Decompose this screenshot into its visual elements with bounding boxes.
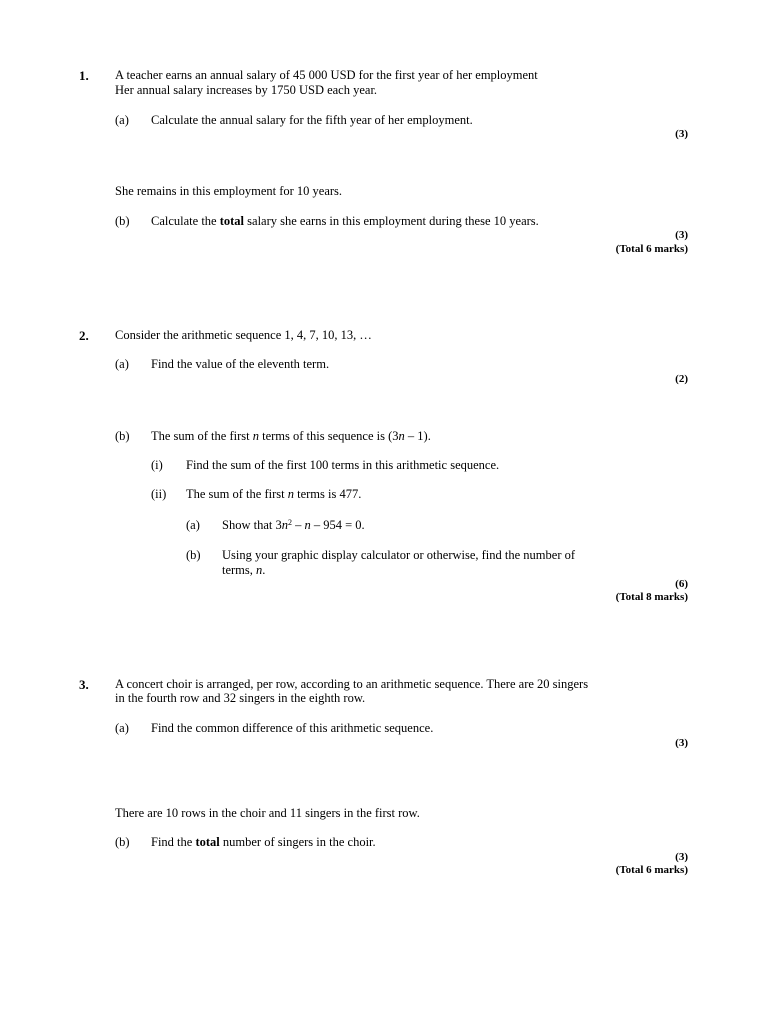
question-number: 1. bbox=[79, 68, 89, 83]
question-stem-line: A concert choir is arranged, per row, according to an arithmetic sequence. There are 20 singers bbox=[115, 677, 589, 691]
subpart-text: Find the sum of the first 100 terms in this arithmetic sequence. bbox=[186, 458, 500, 472]
part-text: Calculate the annual salary for the fifth year of her employment. bbox=[151, 113, 473, 127]
marks: (3) bbox=[675, 851, 688, 863]
marks: (3) bbox=[675, 229, 688, 241]
marks: (2) bbox=[675, 373, 688, 385]
subsubpart-text-line: Using your graphic display calculator or otherwise, find the number of bbox=[222, 548, 576, 562]
total-marks: (Total 8 marks) bbox=[615, 591, 688, 603]
subsubpart-label: (b) bbox=[186, 548, 201, 562]
question-stem-line: Consider the arithmetic sequence 1, 4, 7, 10, 13, … bbox=[115, 328, 372, 342]
subpart-text: The sum of the first n terms is 477. bbox=[186, 487, 362, 501]
part-label: (a) bbox=[115, 721, 129, 735]
part-label: (a) bbox=[115, 357, 129, 371]
part-text: Find the value of the eleventh term. bbox=[151, 357, 330, 371]
question-text: She remains in this employment for 10 years. bbox=[115, 184, 343, 198]
part-label: (b) bbox=[115, 835, 130, 849]
marks: (3) bbox=[675, 128, 688, 140]
marks: (6) bbox=[675, 578, 688, 590]
question-text: There are 10 rows in the choir and 11 singers in the first row. bbox=[115, 806, 420, 820]
subsubpart-label: (a) bbox=[186, 518, 200, 532]
part-label: (b) bbox=[115, 214, 130, 228]
total-marks: (Total 6 marks) bbox=[615, 864, 688, 876]
part-text: Find the common difference of this arithmetic sequence. bbox=[151, 721, 434, 735]
part-text: Find the total number of singers in the choir. bbox=[151, 835, 376, 849]
part-text: The sum of the first n terms of this sequence is (3n – 1). bbox=[151, 429, 431, 443]
subsubpart-text: Show that $3n^2 - n - 954 = 0$. bbox=[222, 518, 365, 532]
question-stem-line: Her annual salary increases by 1750 USD each year. bbox=[115, 83, 378, 97]
question-number: 2. bbox=[79, 328, 89, 343]
total-marks: (Total 6 marks) bbox=[615, 243, 688, 255]
question-number: 3. bbox=[79, 677, 89, 692]
question-stem-line: in the fourth row and 32 singers in the eighth row. bbox=[115, 691, 366, 705]
marks: (3) bbox=[675, 737, 688, 749]
subpart-label: (ii) bbox=[151, 487, 167, 501]
question-stem-line: A teacher earns an annual salary of 45 000 USD for the first year of her employment bbox=[115, 68, 538, 82]
part-text: Calculate the total salary she earns in this employment during these 10 years. bbox=[151, 214, 539, 228]
part-label: (b) bbox=[115, 429, 130, 443]
part-label: (a) bbox=[115, 113, 129, 127]
subsubpart-text-line: terms, n. bbox=[222, 563, 266, 577]
subpart-label: (i) bbox=[151, 458, 163, 472]
